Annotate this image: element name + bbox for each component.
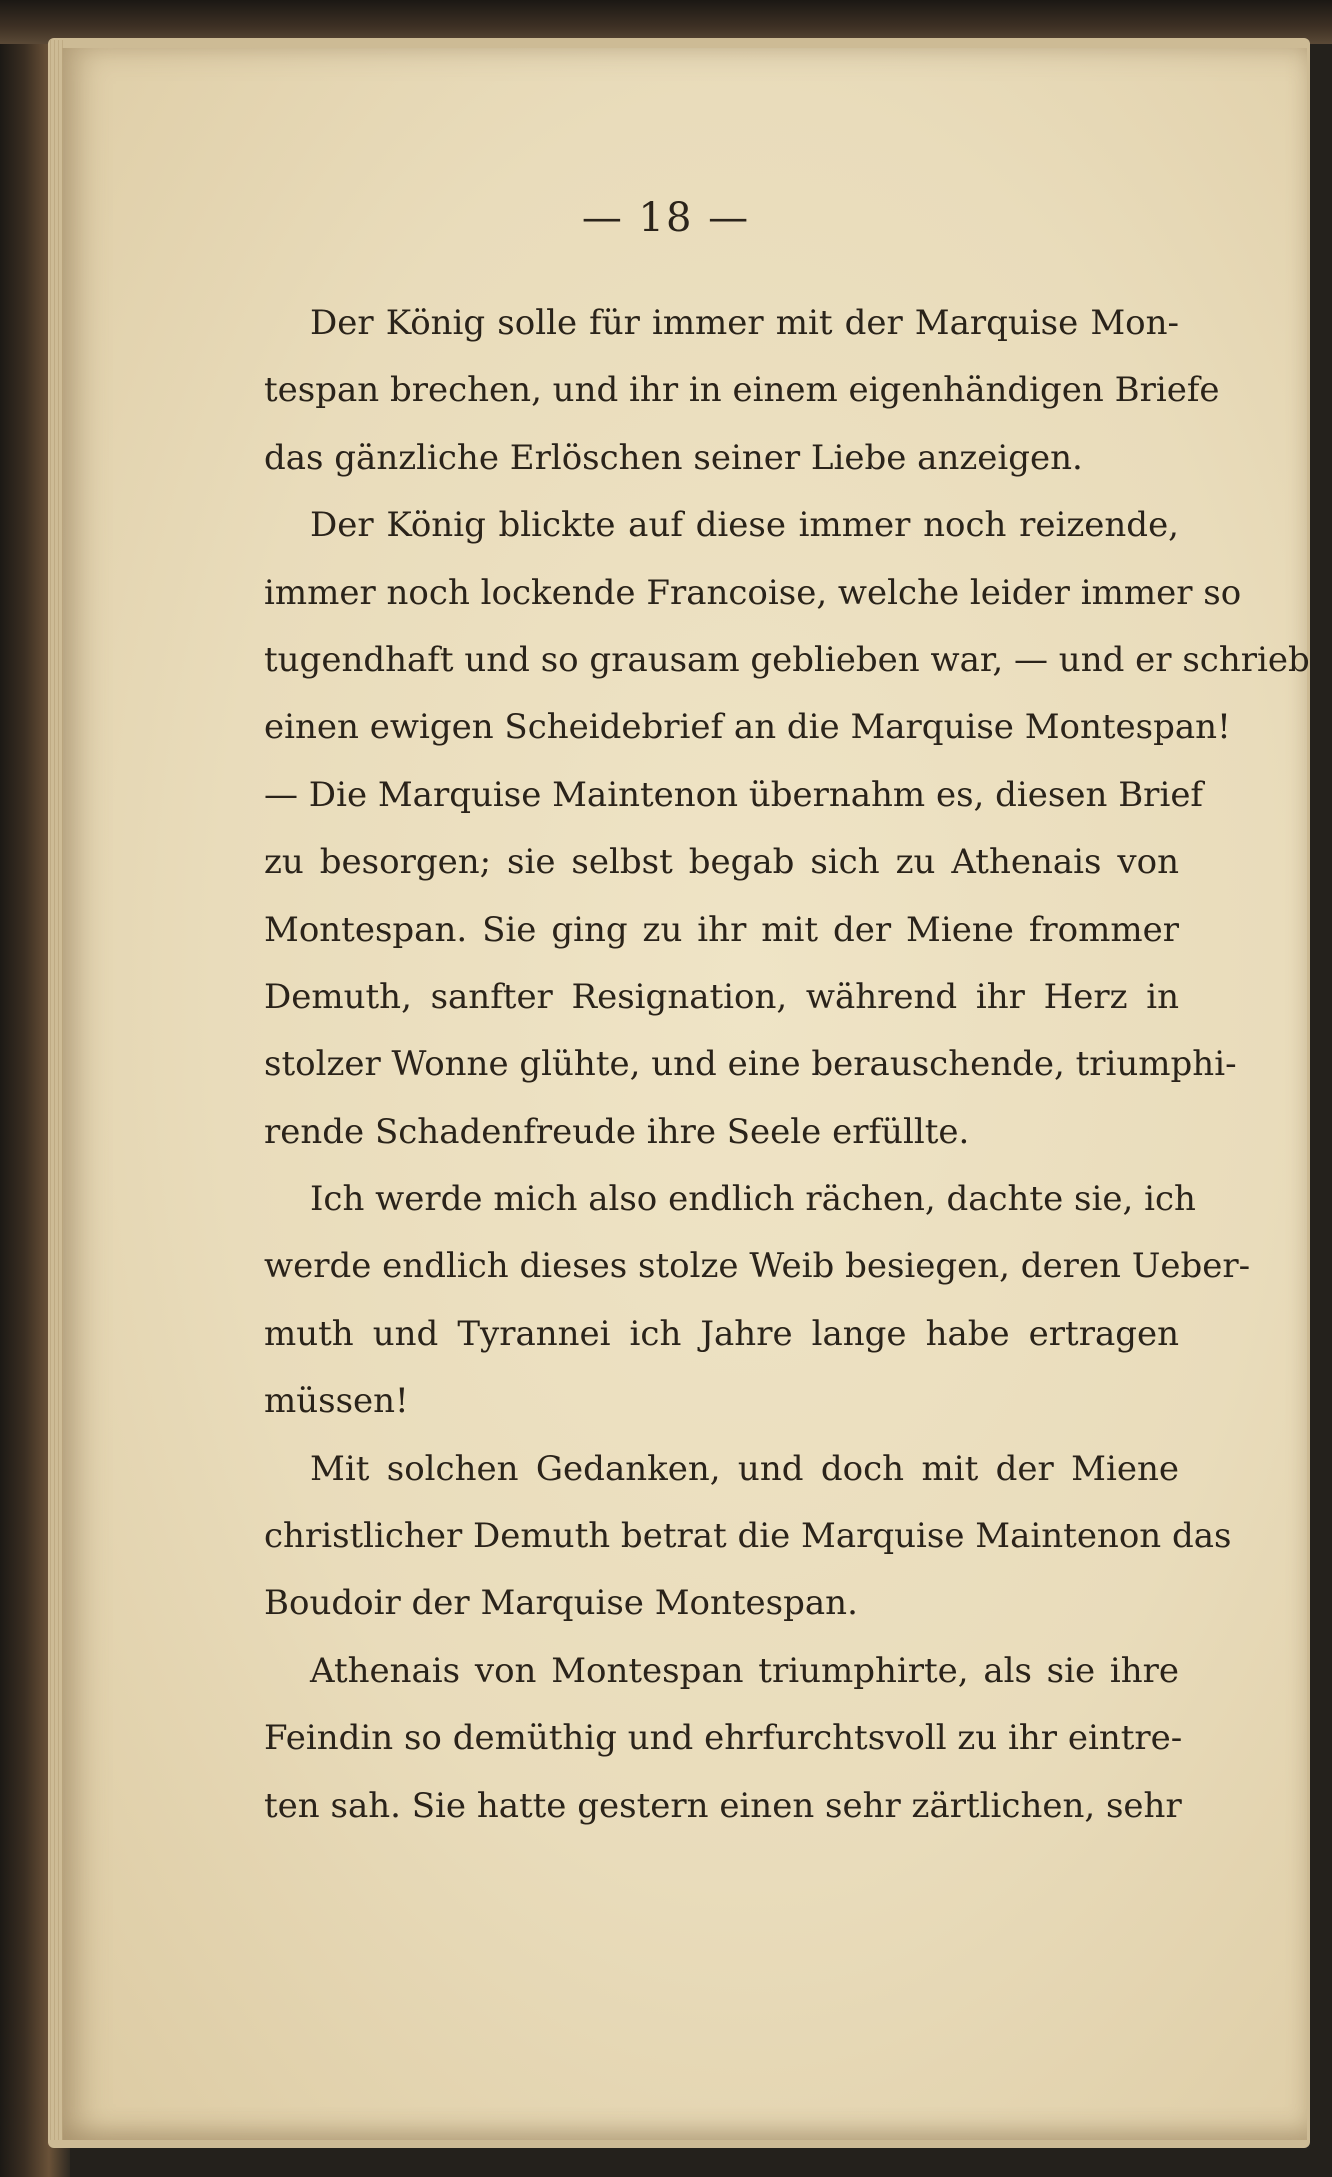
text-line: müssen! xyxy=(264,1381,409,1422)
text-line: zu besorgen; sie selbst begab sich zu Athenais von xyxy=(264,842,1179,883)
text-line: ten sah. Sie hatte gestern einen sehr zärtlichen, sehr xyxy=(264,1785,1182,1826)
text-line: Demuth, sanfter Resignation, während ihr Herz in xyxy=(264,976,1179,1017)
text-line: tugendhaft und so grausam geblieben war, — und er schrieb xyxy=(264,639,1310,680)
text-line: muth und Tyrannei ich Jahre lange habe ertragen xyxy=(264,1313,1179,1354)
text-line: Mit solchen Gedanken, und doch mit der Miene xyxy=(310,1448,1179,1489)
text-line: christlicher Demuth betrat die Marquise Maintenon das xyxy=(264,1516,1232,1557)
text-line: Athenais von Montespan triumphirte, als sie ihre xyxy=(310,1650,1179,1691)
text-line: werde endlich dieses stolze Weib besiegen, deren Ueber- xyxy=(264,1246,1251,1287)
text-line: tespan brechen, und ihr in einem eigenhändigen Briefe xyxy=(264,370,1220,411)
text-line: immer noch lockende Francoise, welche leider immer so xyxy=(264,572,1242,613)
body-text xyxy=(264,290,1310,1840)
text-line: das gänzliche Erlöschen seiner Liebe anzeigen. xyxy=(264,437,1083,478)
page-edges xyxy=(50,40,66,2140)
text-line: — Die Marquise Maintenon übernahm es, diesen Brief xyxy=(264,774,1204,815)
text-line: Ich werde mich also endlich rächen, dachte sie, ich xyxy=(310,1179,1196,1220)
text-line: Der König solle für immer mit der Marquise Mon- xyxy=(310,303,1179,343)
text-line: rende Schadenfreude ihre Seele erfüllte. xyxy=(264,1111,970,1152)
text-line: Der König blickte auf diese immer noch reizende, xyxy=(310,505,1179,546)
text-line: stolzer Wonne glühte, und eine berauschende, triumphi- xyxy=(264,1044,1237,1085)
text-line: einen ewigen Scheidebrief an die Marquise Montespan! xyxy=(264,707,1231,748)
text-line: Boudoir der Marquise Montespan. xyxy=(264,1583,858,1624)
text-line: Feindin so demüthig und ehrfurchtsvoll zu ihr eintre- xyxy=(264,1718,1183,1759)
text-line: Montespan. Sie ging zu ihr mit der Miene frommer xyxy=(264,909,1179,950)
page-number-header: — 18 — xyxy=(581,195,751,241)
